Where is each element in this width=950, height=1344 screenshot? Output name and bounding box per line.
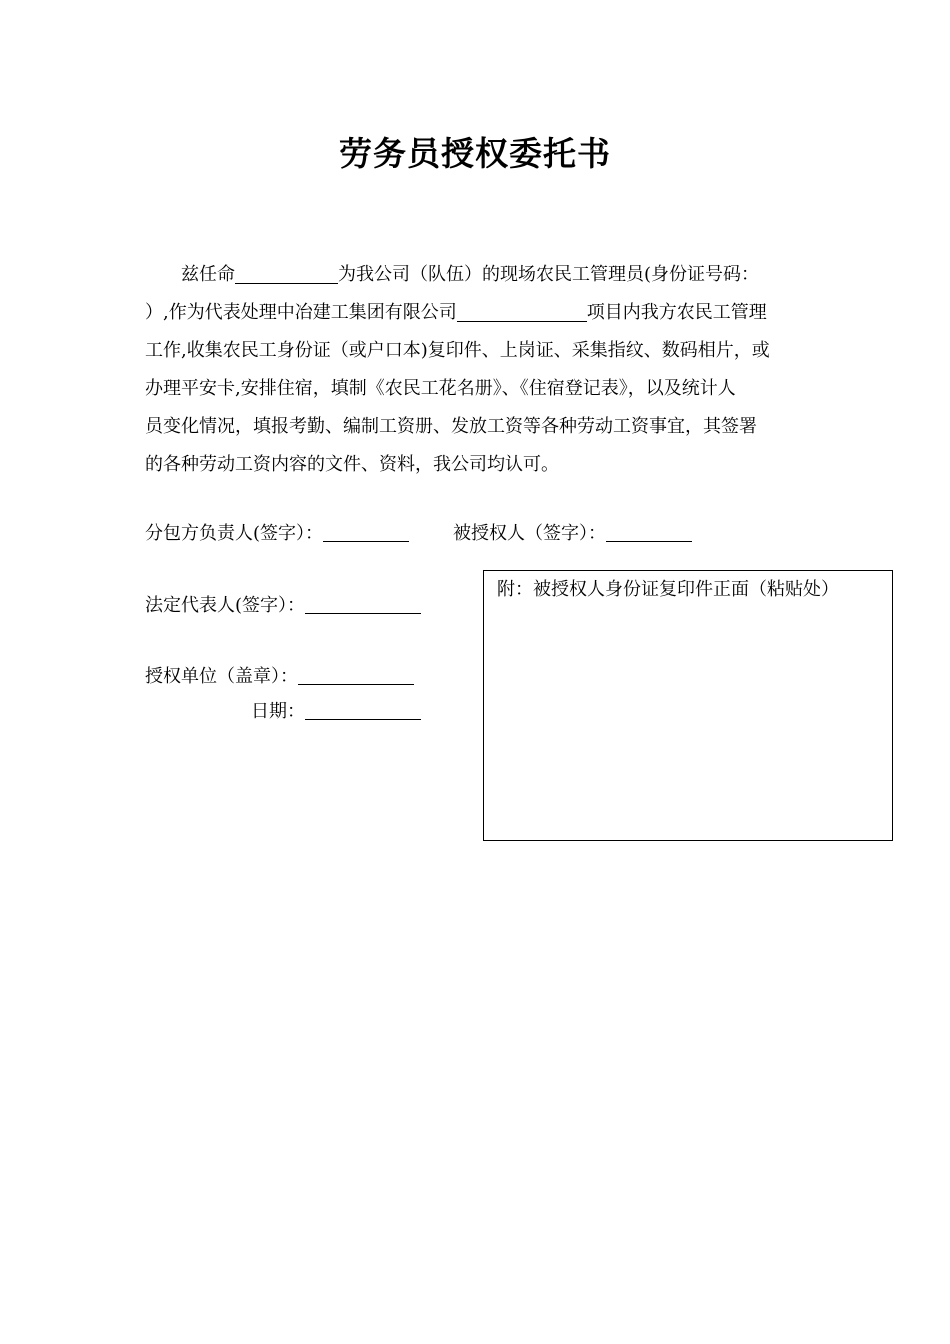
project-name-blank[interactable] [457, 299, 587, 322]
date-blank[interactable] [305, 701, 421, 720]
role-text: 为我公司（队伍）的现场农民工管理员(身份证号码： [338, 264, 760, 285]
date-label: 日期： [251, 701, 305, 722]
project-text: 项目内我方农民工管理 [586, 302, 767, 323]
body-line-3: 工作,收集农民工身份证（或户口本)复印件、上岗证、采集指纹、数码相片，或 [145, 340, 770, 361]
body-line-4: 办理平安卡,安排住宿，填制《农民工花名册》、《住宿登记表》，以及统计人 [145, 378, 736, 399]
date-field [251, 697, 421, 723]
unit-seal-field [145, 662, 414, 688]
subcontractor-signature-blank[interactable] [323, 523, 409, 542]
id-card-paste-box [483, 570, 893, 841]
body-line-2 [145, 294, 815, 332]
subcontractor-signature-field [145, 519, 409, 545]
appointee-name-blank[interactable] [235, 261, 338, 284]
body-line-5: 员变化情况，填报考勤、编制工资册、发放工资等各种劳动工资事宜，其签署 [145, 416, 757, 437]
authorization-body [145, 256, 815, 484]
legal-rep-signature-field [145, 591, 421, 617]
body-line-6: 的各种劳动工资内容的文件、资料，我公司均认可。 [145, 454, 559, 475]
company-text: ）,作为代表处理中冶建工集团有限公司 [145, 302, 457, 323]
unit-seal-label: 授权单位（盖章）： [145, 666, 298, 687]
grantee-signature-label: 被授权人（签字）： [453, 523, 606, 544]
subcontractor-signature-label: 分包方负责人(签字）： [145, 523, 324, 544]
legal-rep-signature-label: 法定代表人(签字）： [145, 595, 306, 616]
body-line-1 [145, 256, 815, 294]
document-title: 劳务员授权委托书 [339, 134, 611, 173]
legal-rep-signature-blank[interactable] [305, 595, 421, 614]
appoint-text: 兹任命 [181, 264, 235, 285]
grantee-signature-field [453, 519, 692, 545]
unit-seal-blank[interactable] [298, 666, 414, 685]
grantee-signature-blank[interactable] [606, 523, 692, 542]
id-card-paste-label: 附：被授权人身份证复印件正面（粘贴处） [497, 579, 839, 600]
